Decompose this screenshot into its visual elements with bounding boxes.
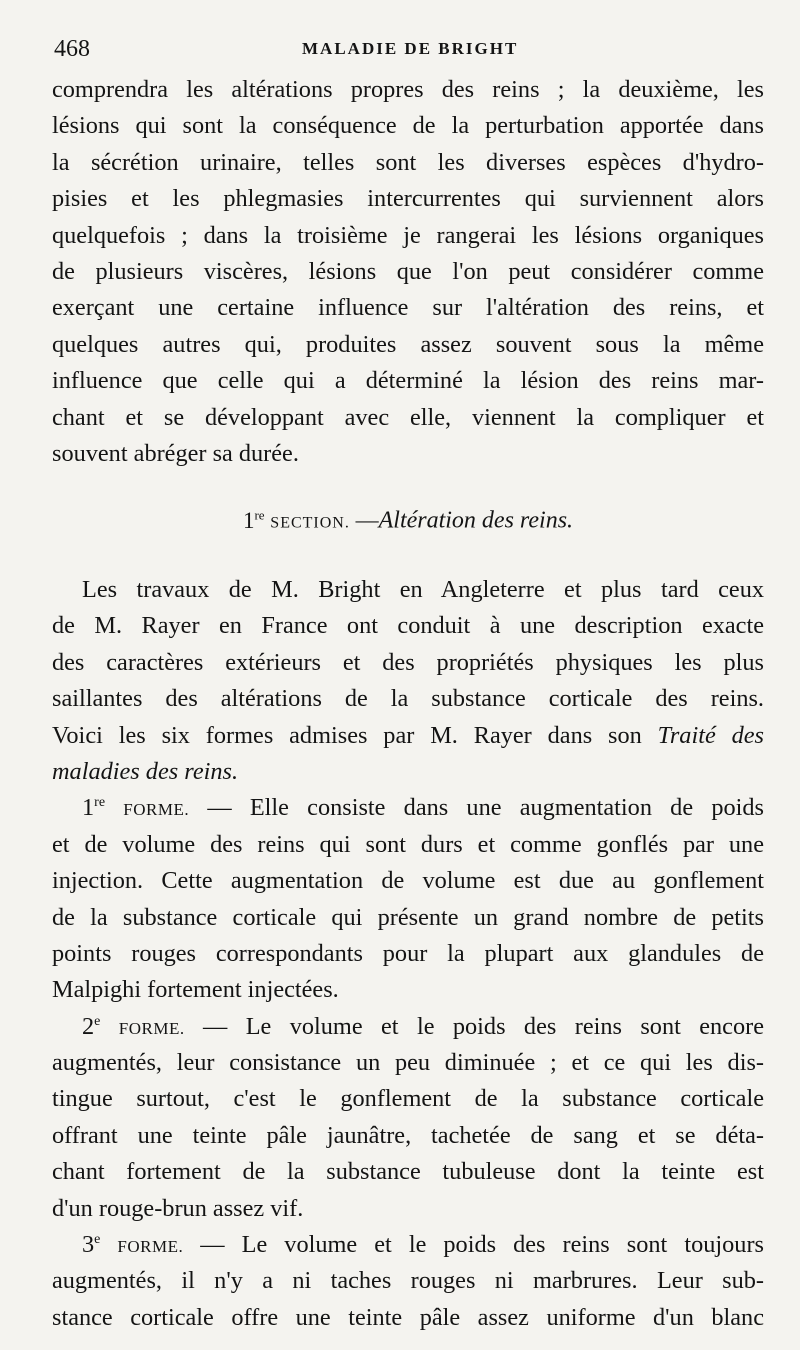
text-line: tingue surtout, c'est le gonflement de la substance corticale (52, 1085, 764, 1113)
text-line: quelques autres qui, produites assez souvent sous la même (52, 330, 764, 358)
section-label: SECTION. (270, 514, 350, 532)
text-line: pisies et les phlegmasies intercurrentes qui surviennent alors (52, 185, 764, 213)
text-line: de la substance corticale qui présente un grand nombre de petits (52, 903, 764, 931)
text-line: exerçant une certaine influence sur l'altération des reins, et (52, 294, 764, 322)
text-line: quelquefois ; dans la troisième je rangerai les lésions organiques (52, 221, 764, 249)
text-line: chant fortement de la substance tubuleuse dont la teinte est (52, 1158, 764, 1186)
running-title: MALADIE DE BRIGHT (302, 39, 519, 58)
text-line: la sécrétion urinaire, telles sont les diverses espèces d'hydro- (52, 148, 764, 176)
text-line: saillantes des altérations de la substance corticale des reins. (52, 685, 764, 713)
text-line: chant et se développant avec elle, viennent la compliquer et (52, 403, 764, 431)
text-line: des caractères extérieurs et des propriétés physiques les plus (52, 648, 764, 676)
text-line: de M. Rayer en France ont conduit à une description exacte (52, 612, 764, 640)
intro-paragraph (52, 72, 764, 472)
text-line: lésions qui sont la conséquence de la perturbation apportée dans (52, 112, 764, 140)
section-heading (52, 497, 764, 542)
italic-title: Traité des (657, 721, 764, 749)
text-line: Voici les six formes admises par M. Rayer dans son Traité des (52, 721, 764, 749)
section-dash: — (355, 507, 379, 533)
main-body (52, 572, 764, 1336)
text-line: souvent abréger sa durée. (52, 439, 299, 467)
italic-title: maladies des reins. (52, 757, 239, 785)
text-line: de plusieurs viscères, lésions que l'on peut considérer comme (52, 257, 764, 285)
forme-2-heading: 2e FORME. — Le volume et le poids des reins sont encore (82, 1012, 764, 1040)
text-line (52, 754, 764, 790)
text-line: d'un rouge-brun assez vif. (52, 1194, 304, 1222)
section-title: Altération des reins. (378, 507, 574, 534)
text-line: augmentés, il n'y a ni taches rouges ni marbrures. Leur sub- (52, 1267, 764, 1295)
page-header (52, 34, 764, 64)
section-number: 1re (242, 507, 265, 533)
text-line: comprendra les altérations propres des reins ; la deuxième, les (52, 76, 764, 103)
text-line: stance corticale offre une teinte pâle assez uniforme d'un blanc (52, 1303, 764, 1331)
forme-1-heading: 1re FORME. — Elle consiste dans une augmentation de poids (82, 794, 764, 822)
text-line: points rouges correspondants pour la plupart aux glandules de (52, 939, 764, 967)
text-line: offrant une teinte pâle jaunâtre, tachetée de sang et se déta- (52, 1121, 764, 1149)
page-number: 468 (54, 36, 90, 62)
text-line: Malpighi fortement injectées. (52, 976, 339, 1004)
text-line: influence que celle qui a déterminé la lésion des reins mar- (52, 367, 764, 395)
text-line: Les travaux de M. Bright en Angleterre et plus tard ceux (82, 576, 764, 603)
text-line: et de volume des reins qui sont durs et comme gonflés par une (52, 830, 764, 858)
text-line: augmentés, leur consistance un peu diminuée ; et ce qui les dis- (52, 1049, 764, 1077)
text-line: injection. Cette augmentation de volume est due au gonflement (52, 867, 764, 895)
forme-3-heading: 3e FORME. — Le volume et le poids des reins sont toujours (82, 1231, 764, 1259)
